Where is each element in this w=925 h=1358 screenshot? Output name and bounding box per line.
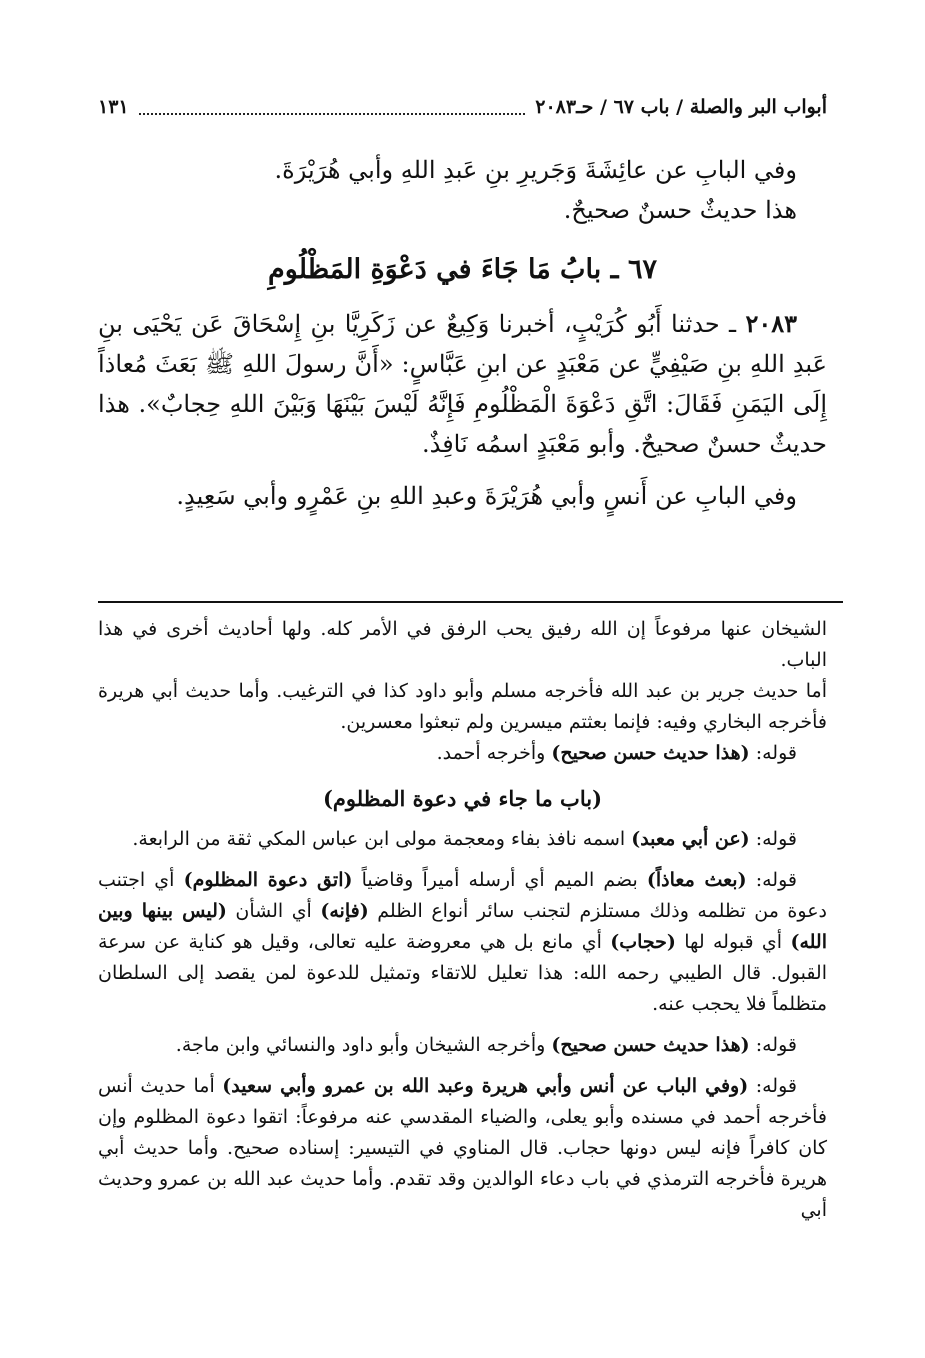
note-5 — [98, 865, 827, 1020]
note-6-prefix: قوله: — [749, 1034, 797, 1056]
note-5-prefix: قوله: — [746, 869, 797, 891]
note-4-rest: اسمه نافذ بفاء ومعجمة مولى ابن عباس المكي ثقة من الرابعة. — [132, 828, 632, 850]
hadith-text: ـ حدثنا أَبُو كُرَيْبٍ، أخبرنا وَكِيعٌ عن زَكَرِيَّا بنِ إِسْحَاقَ عَن يَحْيَى بنِ عَبدِ اللهِ بنِ صَيْفِيٍّ عن مَعْبَدٍ عن ابنِ عَبَّاسٍ: «أَنَّ رسولَ اللهِ ﷺ بَعَثَ مُعاذاً إِلَى اليَمَنِ فَقَالَ: اتَّقِ دَعْوَةَ الْمَظْلُومِ فَإِنَّهُ لَيْسَ بَيْنَهَا وَبَيْنَ اللهِ حِجابٌ». هذا حديثٌ حسنٌ صحيحٌ. وأبو مَعْبَدٍ اسمُه نَافِذٌ. — [98, 310, 827, 458]
note-7-bold: (وفي الباب عن أنس وأبي هريرة وعبد الله بن عمرو وأبي سعيد) — [222, 1075, 749, 1097]
main-paragraph-3: وفي البابِ عن أَنسٍ وأبي هُرَيْرَةَ وعبدِ اللهِ بنِ عَمْرٍو وأبي سَعِيدٍ. — [176, 482, 797, 510]
note-5-bold-3: (فإنه) — [320, 900, 369, 922]
note-5-rest: أي مانع بل هي معروضة عليه تعالى، وقيل هو كناية عن سرعة القبول. قال الطيبي رحمه الله: هذا تعليل للاتقاء وتمثيل للدعوة لمن يقصد إلى السلطان متظلماً فلا يحجب عنه. — [98, 931, 827, 1015]
main-paragraph-1: وفي البابِ عن عائِشَةَ وَجَريرِ بنِ عَبدِ اللهِ وأبي هُرَيْرَةَ. — [274, 156, 797, 184]
note-7-rest: أما حديث أنس فأخرجه أحمد في مسنده وأبو يعلى، والضياء المقدسي عنه مرفوعاً: اتقوا دعوة المظلوم وإن كان كافراً فإنه ليس دونها حجاب. قال المناوي في التيسير: إسناده صحيح. وأما حديث أبي هريرة فأخرجه الترمذي في باب دعاء الوالدين وقد تقدم. وأما حديث عبد الله بن عمرو وحديث أبي — [98, 1075, 828, 1221]
note-5-mid-3: أي الشأن — [226, 900, 321, 922]
note-5-mid-1: بضم الميم أي أرسله أميراً وقاضياً — [352, 869, 647, 891]
footnote-divider — [98, 601, 843, 603]
note-6 — [98, 1030, 827, 1061]
note-3-bold: (هذا حديث حسن صحيح) — [551, 742, 750, 764]
note-6-bold: (هذا حديث حسن صحيح) — [551, 1034, 750, 1056]
commentary-chapter-ref: (باب ما جاء في دعوة المظلوم) — [322, 786, 603, 811]
note-5-bold-5: (حجاب) — [610, 931, 676, 953]
note-3 — [98, 738, 827, 769]
page-number: ١٣١ — [98, 96, 129, 118]
commentary — [98, 614, 827, 1226]
note-5-bold-4: (ليس بينها وبين الله) — [98, 900, 827, 953]
note-4 — [98, 824, 827, 855]
note-5-bold-1: (بعث معاذاً) — [646, 869, 747, 891]
note-5-bold-2: (اتق دعوة المظلوم) — [183, 869, 353, 891]
note-1: الشيخان عنها مرفوعاً إن الله رفيق يحب الرفق في الأمر كله. ولها أحاديث أخرى في هذا الباب. — [98, 618, 827, 671]
dotted-leader — [139, 99, 526, 115]
note-6-rest: وأخرجه الشيخان وأبو داود والنسائي وابن ماجة. — [175, 1034, 552, 1056]
note-2: أما حديث جرير بن عبد الله فأخرجه مسلم وأبو داود كذا في الترغيب. وأما حديث أبي هريرة فأخرجه البخاري وفيه: فإنما بعثتم ميسرين ولم تبعثوا معسرين. — [98, 680, 827, 733]
chapter-title: ٦٧ ـ بابُ مَا جَاءَ في دَعْوَةِ المَظْلُومِ — [268, 254, 657, 285]
note-5-mid-4: أي قبوله لها — [675, 931, 791, 953]
note-3-rest: وأخرجه أحمد. — [436, 742, 552, 764]
main-text — [98, 150, 827, 516]
note-7-prefix: قوله: — [748, 1075, 797, 1097]
note-7 — [98, 1071, 827, 1226]
hadith-number: ٢٠٨٣ — [745, 309, 797, 338]
main-paragraph-2: هذا حديثٌ حسنٌ صحيحٌ. — [563, 196, 797, 224]
note-3-prefix: قوله: — [749, 742, 797, 764]
hadith-paragraph — [98, 304, 827, 464]
running-header-title: أبواب البر والصلة / باب ٦٧ / حـ٢٠٨٣ — [535, 96, 827, 118]
running-header — [98, 92, 827, 122]
note-4-bold: (عن أبي معبد) — [631, 828, 750, 850]
note-5-mid-2: أي اجتنب دعوة من تظلمه وذلك مستلزم لتجنب سائر أنواع الظلم — [98, 869, 827, 922]
note-4-prefix: قوله: — [749, 828, 797, 850]
